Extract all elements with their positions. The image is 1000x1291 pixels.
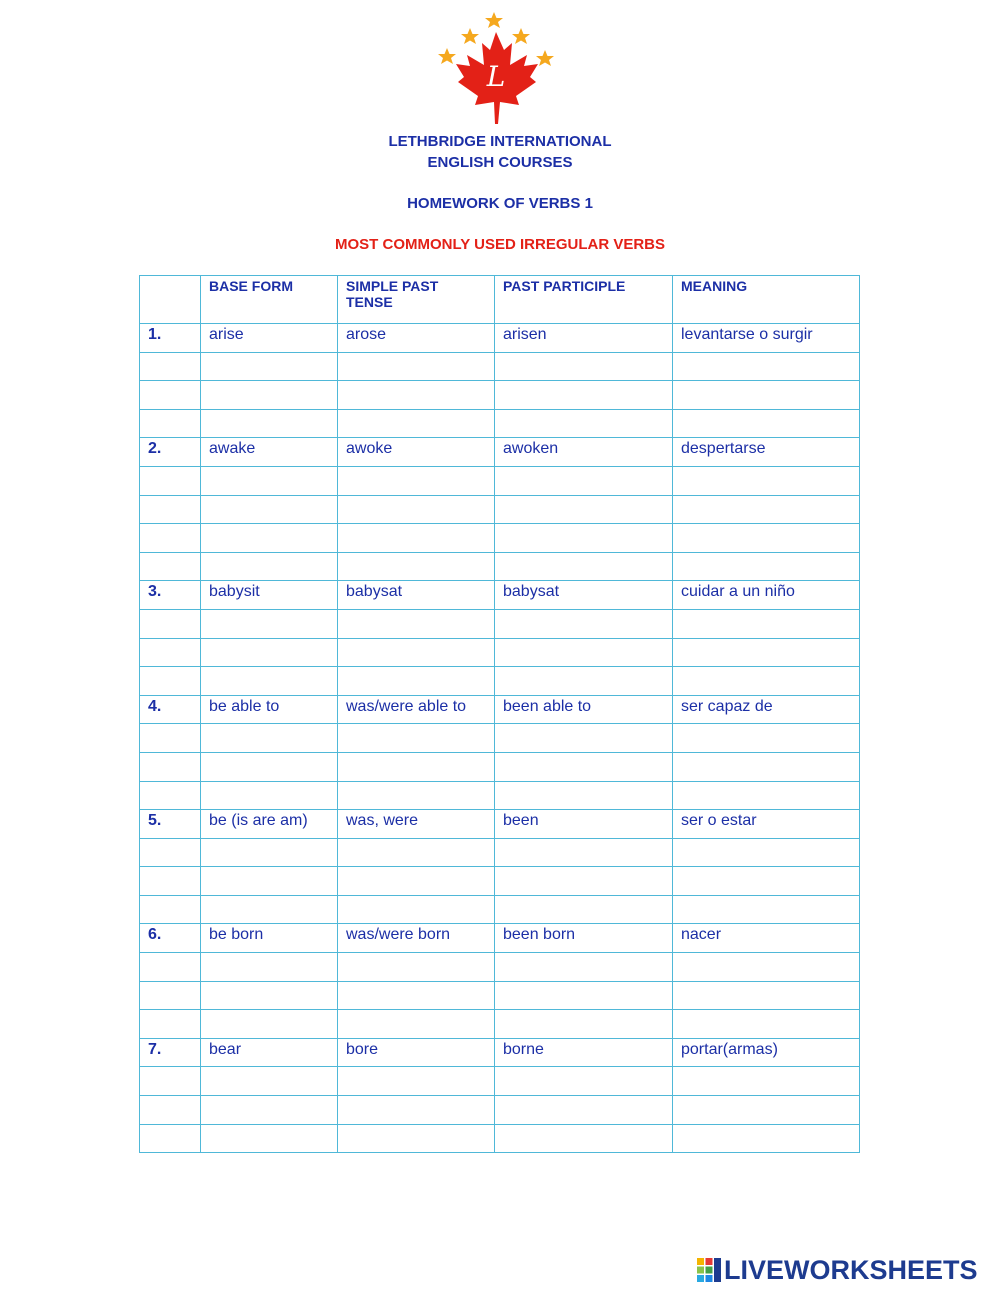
blank-practice-row [140, 752, 860, 781]
blank-cell [201, 1010, 338, 1039]
blank-cell [338, 609, 495, 638]
blank-cell [495, 752, 673, 781]
blank-cell [201, 667, 338, 696]
simple-past-cell: bore [338, 1038, 495, 1067]
blank-cell [201, 752, 338, 781]
base-form-cell: babysit [201, 581, 338, 610]
blank-cell [495, 724, 673, 753]
blank-cell [673, 1067, 860, 1096]
meaning-cell: cuidar a un niño [673, 581, 860, 610]
blank-cell [495, 1010, 673, 1039]
maple-leaf-logo [432, 10, 568, 128]
org-name-line2: ENGLISH COURSES [427, 154, 573, 171]
meaning-cell: levantarse o surgir [673, 324, 860, 353]
simple-past-cell: awoke [338, 438, 495, 467]
entry-number: 1. [140, 324, 201, 353]
simple-past-cell: babysat [338, 581, 495, 610]
blank-cell [201, 867, 338, 896]
blank-cell [673, 838, 860, 867]
blank-cell [338, 1067, 495, 1096]
table-header-row [140, 276, 860, 324]
blank-cell [338, 1010, 495, 1039]
column-header-simple-past: SIMPLE PAST TENSE [338, 276, 495, 324]
blank-cell [495, 953, 673, 982]
base-form-cell: arise [201, 324, 338, 353]
entry-number: 2. [140, 438, 201, 467]
entry-number: 4. [140, 695, 201, 724]
worksheet-subtitle: MOST COMMONLY USED IRREGULAR VERBS [334, 236, 666, 253]
blank-cell [673, 1124, 860, 1153]
blank-cell [338, 409, 495, 438]
blank-practice-row [140, 867, 860, 896]
past-participle-cell: borne [495, 1038, 673, 1067]
blank-cell [140, 781, 201, 810]
blank-cell [338, 981, 495, 1010]
meaning-cell: despertarse [673, 438, 860, 467]
blank-cell [338, 781, 495, 810]
blank-cell [140, 1010, 201, 1039]
blank-cell [673, 724, 860, 753]
homework-title: HOMEWORK OF VERBS 1 [407, 195, 593, 212]
blank-cell [201, 1096, 338, 1125]
blank-practice-row [140, 667, 860, 696]
blank-cell [338, 552, 495, 581]
blank-cell [673, 981, 860, 1010]
blank-cell [201, 409, 338, 438]
blank-cell [673, 867, 860, 896]
blank-practice-row [140, 352, 860, 381]
verb-row [140, 810, 860, 839]
meaning-cell: nacer [673, 924, 860, 953]
blank-cell [495, 781, 673, 810]
blank-cell [673, 524, 860, 553]
blank-cell [495, 667, 673, 696]
blank-cell [495, 867, 673, 896]
blank-cell [495, 1096, 673, 1125]
blank-cell [140, 352, 201, 381]
simple-past-cell: was/were able to [338, 695, 495, 724]
blank-practice-row [140, 1124, 860, 1153]
blank-cell [495, 895, 673, 924]
blank-practice-row [140, 724, 860, 753]
blank-cell [673, 638, 860, 667]
blank-practice-row [140, 638, 860, 667]
past-participle-cell: been [495, 810, 673, 839]
verb-row [140, 324, 860, 353]
blank-cell [338, 895, 495, 924]
blank-practice-row [140, 981, 860, 1010]
blank-practice-row [140, 781, 860, 810]
blank-cell [338, 381, 495, 410]
blank-cell [201, 352, 338, 381]
liveworksheets-brand [697, 1256, 995, 1284]
blank-cell [495, 466, 673, 495]
meaning-cell: ser capaz de [673, 695, 860, 724]
blank-cell [338, 667, 495, 696]
star-icon [461, 28, 479, 44]
blank-cell [338, 838, 495, 867]
blank-cell [495, 352, 673, 381]
blank-cell [673, 1010, 860, 1039]
blank-practice-row [140, 609, 860, 638]
base-form-cell: be able to [201, 695, 338, 724]
verb-row [140, 924, 860, 953]
blank-cell [140, 409, 201, 438]
blank-cell [201, 466, 338, 495]
column-header-past-participle: PAST PARTICIPLE [495, 276, 673, 324]
verb-row [140, 581, 860, 610]
blank-cell [495, 524, 673, 553]
entry-number: 3. [140, 581, 201, 610]
blank-cell [140, 895, 201, 924]
blank-cell [201, 781, 338, 810]
past-participle-cell: arisen [495, 324, 673, 353]
blank-cell [495, 409, 673, 438]
blank-cell [140, 981, 201, 1010]
column-header-number [140, 276, 201, 324]
blank-cell [673, 667, 860, 696]
blank-cell [673, 495, 860, 524]
blank-cell [338, 752, 495, 781]
blank-cell [140, 495, 201, 524]
base-form-cell: awake [201, 438, 338, 467]
star-icon [512, 28, 530, 44]
blank-cell [673, 466, 860, 495]
blank-cell [673, 953, 860, 982]
base-form-cell: be (is are am) [201, 810, 338, 839]
blank-practice-row [140, 552, 860, 581]
org-name-line1: LETHBRIDGE INTERNATIONAL [388, 133, 612, 150]
blank-cell [673, 381, 860, 410]
blank-cell [338, 1124, 495, 1153]
blank-cell [140, 724, 201, 753]
blank-cell [495, 1067, 673, 1096]
blank-cell [495, 381, 673, 410]
entry-number: 5. [140, 810, 201, 839]
blank-cell [201, 981, 338, 1010]
blank-cell [201, 838, 338, 867]
blank-cell [140, 381, 201, 410]
blank-practice-row [140, 409, 860, 438]
blank-practice-row [140, 895, 860, 924]
blank-cell [201, 609, 338, 638]
verb-row [140, 695, 860, 724]
blank-cell [673, 1096, 860, 1125]
blank-cell [673, 552, 860, 581]
blank-cell [140, 867, 201, 896]
blank-cell [338, 867, 495, 896]
blank-cell [495, 981, 673, 1010]
base-form-cell: be born [201, 924, 338, 953]
blank-cell [201, 524, 338, 553]
liveworksheets-wordmark: LIVEWORKSHEETS [724, 1255, 978, 1285]
blank-practice-row [140, 466, 860, 495]
liveworksheets-logo-icon [697, 1258, 721, 1282]
base-form-cell: bear [201, 1038, 338, 1067]
blank-cell [140, 466, 201, 495]
blank-cell [201, 638, 338, 667]
blank-practice-row [140, 953, 860, 982]
blank-cell [140, 552, 201, 581]
blank-practice-row [140, 838, 860, 867]
blank-cell [495, 1124, 673, 1153]
blank-cell [673, 409, 860, 438]
blank-cell [201, 724, 338, 753]
blank-practice-row [140, 495, 860, 524]
verb-row [140, 438, 860, 467]
past-participle-cell: babysat [495, 581, 673, 610]
blank-cell [140, 1124, 201, 1153]
star-icon [438, 48, 456, 64]
blank-cell [338, 495, 495, 524]
star-icon [536, 50, 554, 66]
blank-cell [495, 609, 673, 638]
blank-cell [673, 752, 860, 781]
blank-cell [201, 552, 338, 581]
blank-practice-row [140, 1067, 860, 1096]
blank-cell [201, 1124, 338, 1153]
blank-cell [140, 953, 201, 982]
table-body [140, 324, 860, 1153]
blank-cell [140, 638, 201, 667]
star-icon [485, 12, 503, 28]
simple-past-cell: was, were [338, 810, 495, 839]
blank-cell [495, 495, 673, 524]
blank-cell [201, 381, 338, 410]
blank-cell [140, 838, 201, 867]
blank-cell [338, 638, 495, 667]
blank-cell [338, 953, 495, 982]
blank-cell [673, 781, 860, 810]
past-participle-cell: been born [495, 924, 673, 953]
entry-number: 7. [140, 1038, 201, 1067]
meaning-cell: portar(armas) [673, 1038, 860, 1067]
blank-cell [140, 609, 201, 638]
blank-cell [495, 638, 673, 667]
blank-practice-row [140, 1010, 860, 1039]
simple-past-cell: was/were born [338, 924, 495, 953]
meaning-cell: ser o estar [673, 810, 860, 839]
past-participle-cell: been able to [495, 695, 673, 724]
irregular-verbs-table [139, 275, 860, 1153]
blank-cell [338, 524, 495, 553]
blank-cell [495, 552, 673, 581]
logo-letter: L [486, 60, 506, 93]
blank-cell [673, 352, 860, 381]
verb-row [140, 1038, 860, 1067]
blank-cell [201, 895, 338, 924]
column-header-meaning: MEANING [673, 276, 860, 324]
past-participle-cell: awoken [495, 438, 673, 467]
blank-cell [201, 495, 338, 524]
blank-cell [495, 838, 673, 867]
blank-cell [338, 1096, 495, 1125]
blank-cell [673, 895, 860, 924]
blank-practice-row [140, 1096, 860, 1125]
simple-past-cell: arose [338, 324, 495, 353]
blank-cell [140, 1067, 201, 1096]
blank-practice-row [140, 381, 860, 410]
blank-cell [673, 609, 860, 638]
blank-cell [338, 352, 495, 381]
blank-cell [140, 667, 201, 696]
column-header-base-form: BASE FORM [201, 276, 338, 324]
blank-cell [140, 752, 201, 781]
blank-cell [201, 953, 338, 982]
blank-cell [338, 724, 495, 753]
blank-cell [338, 466, 495, 495]
blank-cell [201, 1067, 338, 1096]
blank-practice-row [140, 524, 860, 553]
entry-number: 6. [140, 924, 201, 953]
blank-cell [140, 524, 201, 553]
blank-cell [140, 1096, 201, 1125]
